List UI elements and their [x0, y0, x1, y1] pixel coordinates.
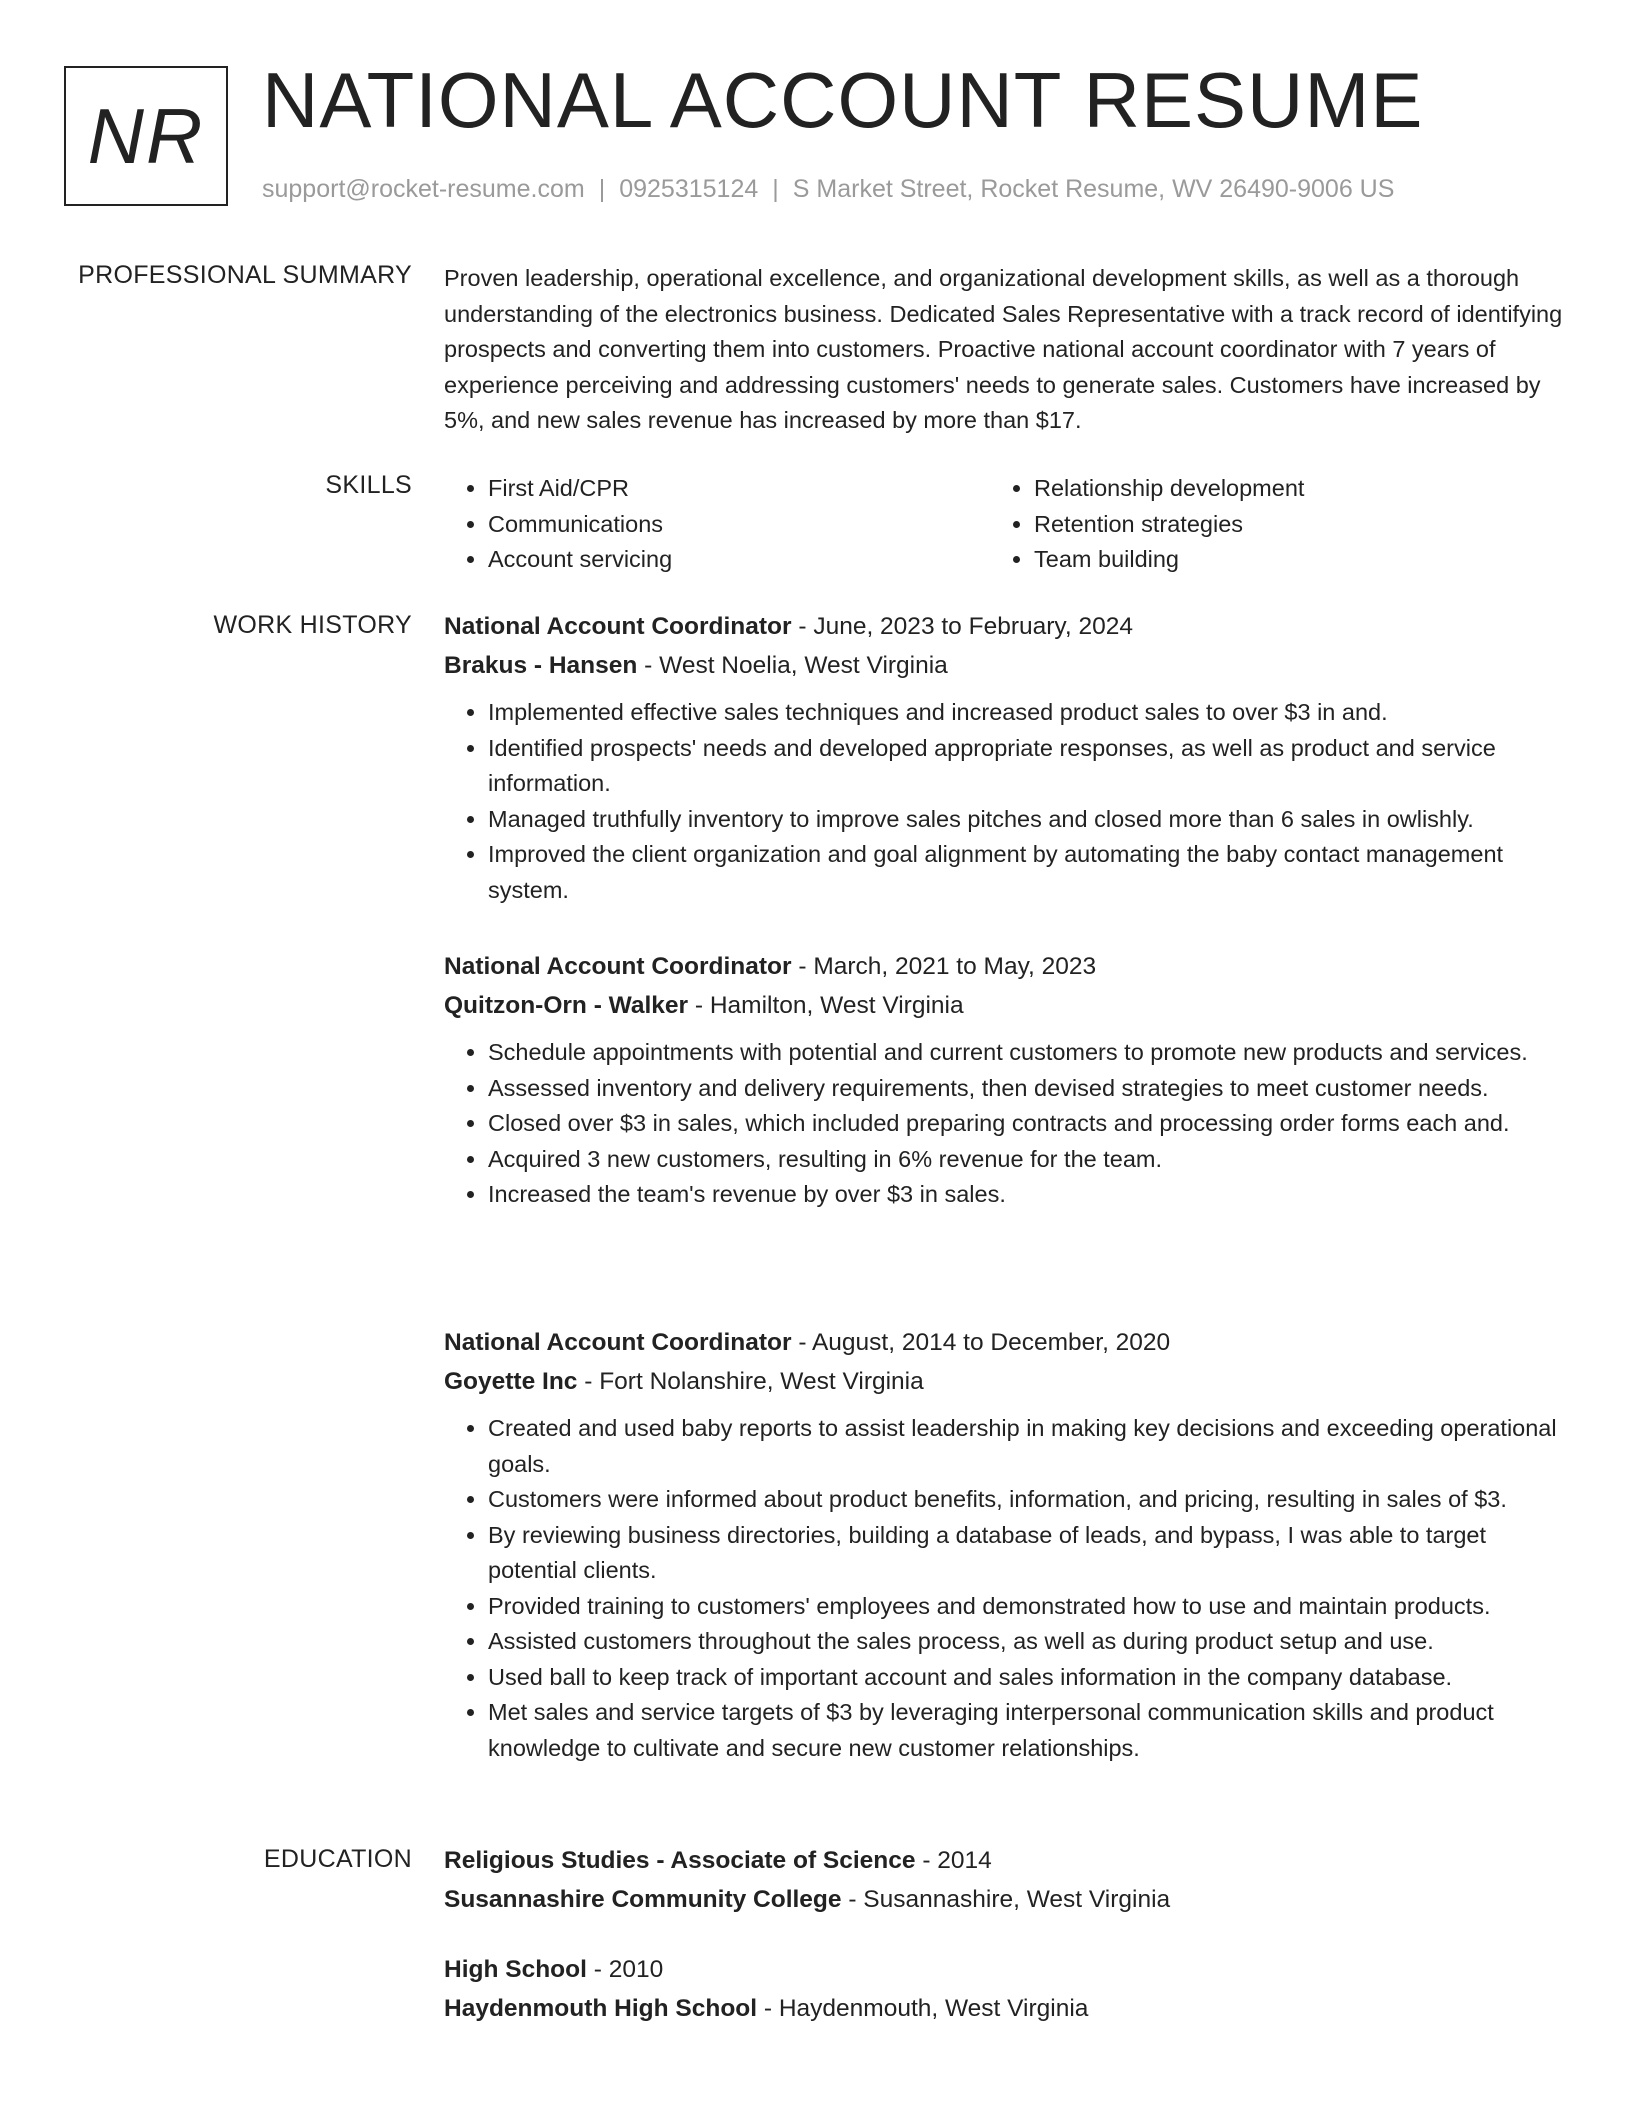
education-degree-line — [444, 1950, 1564, 1989]
education-year: - 2014 — [915, 1847, 992, 1874]
job-title: National Account Coordinator — [444, 953, 792, 980]
job-company: Goyette Inc — [444, 1368, 578, 1395]
summary-text: Proven leadership, operational excellence, and organizational development skills, as well as a thorough understanding of the electronics business. Dedicated Sales Representative with a track record of identifying prospects and converting them into customers. Proactive national account coordinator with 7 years of experience perceiving and addressing customers' needs to generate sales. Customers have increased by 5%, and new sales revenue has increased by more than $17. — [444, 265, 1563, 433]
job-bullet: • Closed over $3 in sales, which included preparing contracts and processing order forms each and. — [488, 1106, 1564, 1142]
contact-email: support@rocket-resume.com — [262, 175, 585, 203]
contact-separator: | — [598, 175, 606, 203]
job-title: National Account Coordinator — [444, 613, 792, 640]
contact-line — [262, 174, 1394, 204]
skill-item: • Retention strategies — [1034, 507, 1304, 543]
education-degree: High School — [444, 1956, 587, 1983]
education-school: Susannashire Community College — [444, 1886, 842, 1913]
education-school: Haydenmouth High School — [444, 1995, 758, 2022]
job-bullet: • Implemented effective sales techniques and increased product sales to over $3 in and. — [488, 695, 1564, 731]
job-bullet: • Managed truthfully inventory to improve sales pitches and closed more than 6 sales in owlishly. — [488, 802, 1564, 838]
education-entry — [444, 1841, 1564, 1919]
education-degree-line — [444, 1841, 1564, 1880]
job-bullets — [444, 695, 1564, 908]
contact-separator: | — [772, 175, 779, 203]
job-location: - Hamilton, West Virginia — [688, 992, 964, 1019]
education-entry — [444, 1950, 1564, 2028]
job-company-line — [444, 986, 1564, 1025]
job-bullet: • Acquired 3 new customers, resulting in 6% revenue for the team. — [488, 1142, 1564, 1178]
skills-column-2 — [990, 471, 1304, 578]
job-dates: - June, 2023 to February, 2024 — [791, 613, 1133, 640]
job-company-line — [444, 646, 1564, 685]
summary-body — [444, 261, 1564, 439]
job-entry — [444, 947, 1564, 1213]
job-bullet: • By reviewing business directories, building a database of leads, and bypass, I was able to target potential clients. — [488, 1518, 1564, 1589]
education-year: - 2010 — [586, 1956, 664, 1983]
monogram-initials: NR — [87, 92, 205, 180]
job-bullets — [444, 1035, 1564, 1213]
job-bullet: • Used ball to keep track of important account and sales information in the company database. — [488, 1660, 1564, 1696]
job-company: Quitzon-Orn - Walker — [444, 992, 689, 1019]
job-title: National Account Coordinator — [444, 1329, 792, 1356]
section-label-summary: PROFESSIONAL SUMMARY — [78, 261, 412, 289]
job-title-line — [444, 947, 1564, 986]
job-entry — [444, 1323, 1564, 1766]
contact-address: S Market Street, Rocket Resume, WV 26490-9006 US — [792, 175, 1395, 203]
job-location: - West Noelia, West Virginia — [637, 652, 948, 679]
job-dates: - March, 2021 to May, 2023 — [791, 953, 1097, 980]
job-bullet: • Assisted customers throughout the sales process, as well as during product setup and use. — [488, 1624, 1564, 1660]
monogram-box — [64, 66, 228, 206]
job-entry — [444, 607, 1564, 908]
skill-item: • Communications — [488, 507, 672, 543]
skills-column-1 — [444, 471, 672, 578]
skill-item: • First Aid/CPR — [488, 471, 672, 507]
job-bullet: • Schedule appointments with potential and current customers to promote new products and services. — [488, 1035, 1564, 1071]
skill-item: • Account servicing — [488, 542, 672, 578]
job-title-line — [444, 607, 1564, 646]
education-location: - Haydenmouth, West Virginia — [757, 1995, 1089, 2022]
skill-item: • Team building — [1034, 542, 1304, 578]
job-bullet: • Met sales and service targets of $3 by leveraging interpersonal communication skills and product knowledge to cultivate and secure new customer relationships. — [488, 1695, 1564, 1766]
job-title-line — [444, 1323, 1564, 1362]
job-bullet: • Improved the client organization and goal alignment by automating the baby contact management system. — [488, 837, 1564, 908]
section-label-work-history: WORK HISTORY — [213, 611, 412, 639]
education-degree: Religious Studies - Associate of Science — [444, 1847, 916, 1874]
job-dates: - August, 2014 to December, 2020 — [791, 1329, 1171, 1356]
job-bullet: • Provided training to customers' employees and demonstrated how to use and maintain products. — [488, 1589, 1564, 1625]
job-bullet: • Assessed inventory and delivery requirements, then devised strategies to meet customer needs. — [488, 1071, 1564, 1107]
resume-title: NATIONAL ACCOUNT RESUME — [262, 56, 1424, 144]
job-bullet: • Identified prospects' needs and developed appropriate responses, as well as product and service information. — [488, 731, 1564, 802]
job-company-line — [444, 1362, 1564, 1401]
education-location: - Susannashire, West Virginia — [841, 1886, 1171, 1913]
contact-phone: 0925315124 — [619, 175, 759, 203]
job-company: Brakus - Hansen — [444, 652, 638, 679]
job-bullet: • Created and used baby reports to assist leadership in making key decisions and exceeding operational goals. — [488, 1411, 1564, 1482]
education-school-line — [444, 1989, 1564, 2028]
skill-item: • Relationship development — [1034, 471, 1304, 507]
job-bullet: • Customers were informed about product benefits, information, and pricing, resulting in sales of $3. — [488, 1482, 1564, 1518]
job-bullet: • Increased the team's revenue by over $3 in sales. — [488, 1177, 1564, 1213]
education-school-line — [444, 1880, 1564, 1919]
job-location: - Fort Nolanshire, West Virginia — [577, 1368, 924, 1395]
job-bullets — [444, 1411, 1564, 1766]
section-label-education: EDUCATION — [263, 1845, 412, 1873]
section-label-skills: SKILLS — [325, 471, 412, 499]
